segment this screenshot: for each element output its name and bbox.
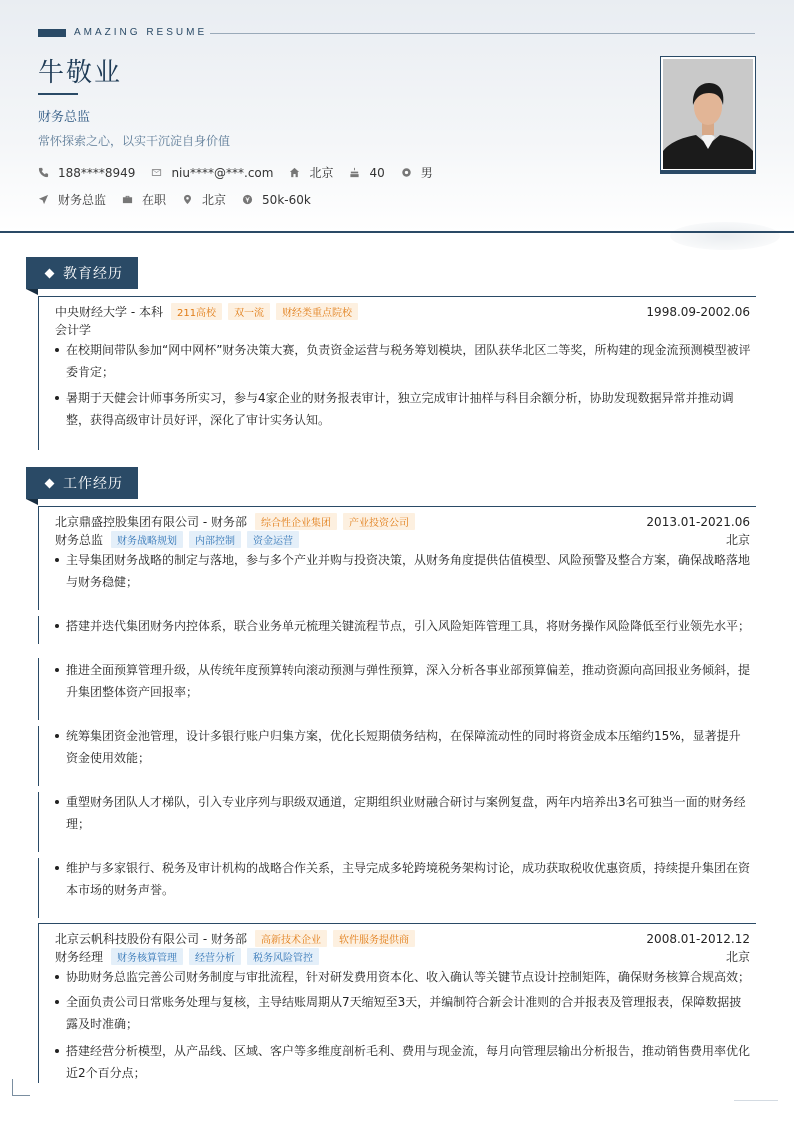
header-glow — [670, 222, 780, 250]
company-name: 北京云帆科技股份有限公司 - 财务部 — [55, 932, 247, 946]
birthday-cake-icon — [349, 167, 360, 178]
portrait-image — [663, 59, 753, 169]
company-tag: 软件服务提供商 — [333, 930, 415, 947]
profile-photo — [660, 56, 756, 172]
page-footer-line — [734, 1100, 778, 1101]
target-city-text: 北京 — [202, 193, 227, 207]
job-location: 北京 — [725, 533, 750, 547]
job-bullet: 全面负责公司日常账务处理与复核，主导结账周期从7天缩短至3天，并编制符合新会计准则的合并报表及管理报表，保障数据披露及时准确； — [55, 991, 752, 1035]
home-text: 北京 — [309, 166, 334, 180]
company-tag: 高新技术企业 — [255, 930, 327, 947]
work-timeline — [38, 506, 39, 610]
work-rule — [38, 506, 756, 507]
education-timeline — [38, 296, 39, 450]
gender-text: 男 — [420, 166, 433, 180]
email-text: niu****@***.com — [171, 165, 274, 180]
section-fold — [26, 499, 38, 505]
skill-tag: 内部控制 — [189, 531, 241, 548]
job-bullet: 统筹集团资金池管理，设计多银行账户归集方案，优化长短期债务结构，在保障流动性的同时将资金成本压缩约15%，显著提升资金使用效能； — [55, 725, 752, 769]
major: 会计学 — [55, 323, 92, 337]
job-role: 财务经理 — [55, 950, 104, 964]
home-item — [289, 164, 333, 181]
education-rule — [38, 296, 756, 297]
job-bullet: 重塑财务团队人才梯队，引入专业序列与职级双通道，定期组织业财融合研讨与案例复盘，两年内培养出3名可独当一面的财务经理； — [55, 791, 752, 835]
work-timeline — [38, 923, 39, 1083]
job-bullet: 搭建并迭代集团财务内控体系，联合业务单元梳理关键流程节点，引入风险矩阵管理工具，将财务操作风险降低至行业领先水平； — [55, 615, 752, 637]
section-fold — [26, 289, 38, 295]
work-timeline — [38, 792, 39, 852]
status-item — [122, 191, 166, 208]
job-date: 2013.01-2021.06 — [646, 514, 750, 529]
work-timeline — [38, 616, 39, 644]
phone-item — [38, 166, 135, 180]
work-section-header — [26, 467, 138, 499]
mail-icon — [151, 167, 162, 178]
candidate-name: 牛敬业 — [38, 58, 123, 88]
company-name: 北京鼎盛控股集团有限公司 - 财务部 — [55, 515, 247, 529]
school-tag: 财经类重点院校 — [276, 303, 358, 320]
school-tag: 双一流 — [228, 303, 270, 320]
job-bullet: 搭建经营分析模型，从产品线、区域、客户等多维度剖析毛利、费用与现金流，每月向管理层输出分析报告，推动销售费用率优化近2个百分点； — [55, 1040, 752, 1084]
gender-icon — [401, 167, 412, 178]
work-timeline — [38, 658, 39, 720]
work-timeline — [38, 858, 39, 918]
contact-row — [38, 164, 449, 181]
brand-bar — [38, 29, 66, 37]
job-role: 财务总监 — [55, 533, 104, 547]
intent-row — [38, 191, 327, 208]
gender-item — [401, 164, 433, 181]
job-entry-head — [55, 513, 750, 530]
job-entry-head — [55, 930, 750, 947]
education-bullet: 暑期于天健会计师事务所实习，参与4家企业的财务报表审计，独立完成审计抽样与科目余额分析，协助发现数据异常并推动调整，获得高级审计员好评，深化了审计实务认知。 — [55, 387, 752, 431]
location-pin-icon — [182, 194, 193, 205]
job-bullet: 主导集团财务战略的制定与落地，参与多个产业并购与投资决策，从财务角度提供估值模型、风险预警及整合方案，确保战略落地与财务稳健； — [55, 549, 752, 593]
education-entry-sub — [55, 321, 750, 338]
job-rule — [38, 923, 756, 924]
diamond-icon — [45, 478, 55, 488]
candidate-title: 财务总监 — [38, 110, 91, 125]
email-item — [151, 166, 273, 180]
job-entry-sub — [55, 531, 750, 548]
job-bullet: 维护与多家银行、税务及审计机构的战略合作关系，主导完成多轮跨境税务架构讨论，成功获取税收优惠资质，持续提升集团在资本市场的财务声誉。 — [55, 857, 752, 901]
skill-tag: 经营分析 — [189, 948, 241, 965]
brand-text: AMAZING RESUME — [74, 27, 208, 38]
work-timeline — [38, 726, 39, 786]
job-entry-sub — [55, 948, 750, 965]
education-heading: 教育经历 — [63, 266, 123, 282]
company-tag: 综合性企业集团 — [255, 513, 337, 530]
salary-text: 50k-60k — [262, 192, 311, 207]
header-divider — [0, 231, 794, 233]
work-heading: 工作经历 — [63, 476, 123, 492]
school-name: 中央财经大学 - 本科 — [55, 305, 163, 319]
salary-item — [242, 193, 311, 207]
target-city-item — [182, 191, 226, 208]
photo-bottom-bar — [660, 170, 756, 174]
page-corner-mark — [12, 1079, 30, 1096]
education-section-header — [26, 257, 138, 289]
skill-tag: 资金运营 — [247, 531, 299, 548]
job-bullet: 推进全面预算管理升级，从传统年度预算转向滚动预测与弹性预算，深入分析各事业部预算偏差，推动资源向高回报业务倾斜，提升集团整体资产回报率； — [55, 659, 752, 703]
target-position-item — [38, 191, 106, 208]
phone-text: 188****8949 — [58, 165, 136, 180]
age-text: 40 — [369, 165, 385, 180]
age-item — [349, 166, 384, 180]
briefcase-icon — [122, 194, 133, 205]
target-position-text: 财务总监 — [58, 193, 107, 207]
paper-plane-icon — [38, 194, 49, 205]
education-bullet: 在校期间带队参加“网中网杯”财务决策大赛，负责资金运营与税务筹划模块，团队获华北区二等奖，所构建的现金流预测模型被评委肯定； — [55, 339, 752, 383]
home-icon — [289, 167, 300, 178]
skill-tag: 财务核算管理 — [111, 948, 183, 965]
company-tag: 产业投资公司 — [343, 513, 415, 530]
phone-icon — [38, 167, 49, 178]
skill-tag: 财务战略规划 — [111, 531, 183, 548]
name-underline — [38, 93, 78, 95]
job-date: 2008.01-2012.12 — [646, 931, 750, 946]
school-tag: 211高校 — [171, 303, 222, 320]
education-entry-head — [55, 303, 750, 320]
education-date: 1998.09-2002.06 — [646, 304, 750, 319]
status-text: 在职 — [142, 193, 167, 207]
skill-tag: 税务风险管控 — [247, 948, 319, 965]
candidate-motto: 常怀探索之心，以实干沉淀自身价值 — [38, 134, 231, 148]
job-bullet: 协助财务总监完善公司财务制度与审批流程，针对研发费用资本化、收入确认等关键节点设计控制矩阵，确保财务核算合规高效； — [55, 966, 752, 988]
job-location: 北京 — [725, 950, 750, 964]
brand-line — [210, 33, 755, 34]
coin-icon — [242, 194, 253, 205]
diamond-icon — [45, 268, 55, 278]
